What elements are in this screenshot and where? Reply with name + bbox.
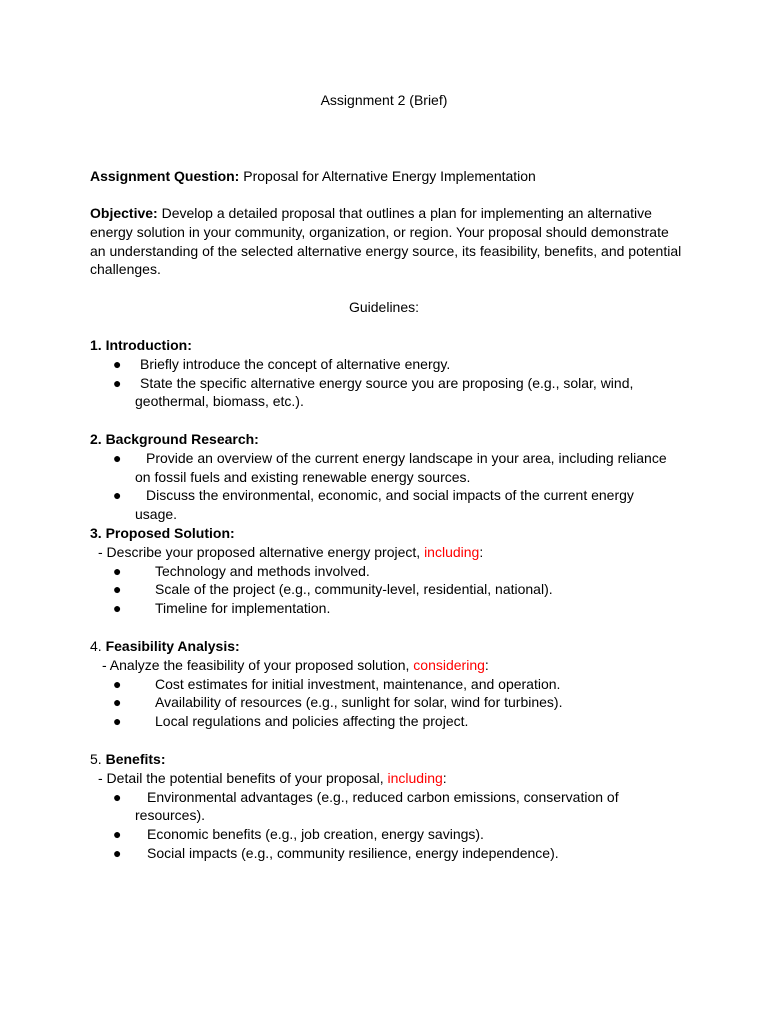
list-item-text: State the specific alternative energy source you are proposing (e.g., solar, wind, geothermal, biomass, etc.). <box>135 374 634 410</box>
section-heading <box>90 637 690 656</box>
objective-paragraph <box>90 204 685 279</box>
section-heading <box>90 750 690 769</box>
guidelines-heading: Guidelines: <box>348 299 420 315</box>
bullet-icon: ● <box>113 449 122 466</box>
document-title: Assignment 2 (Brief) <box>320 92 448 108</box>
list-item-text: Provide an overview of the current energy landscape in your area, including reliance on fossil fuels and existing renewable energy sources. <box>135 449 667 485</box>
bullet-icon: ● <box>113 675 122 692</box>
section-heading: 1. Introduction: <box>90 337 192 353</box>
lead-end: : <box>479 543 484 560</box>
section-lead <box>90 769 690 788</box>
list-item <box>90 825 675 844</box>
lead-highlight: including <box>387 769 443 786</box>
bullet-icon: ● <box>113 600 122 617</box>
bullet-icon: ● <box>113 788 122 805</box>
list-item <box>90 693 675 712</box>
bullet-icon: ● <box>113 355 122 372</box>
list-item-text: Technology and methods involved. <box>155 562 370 579</box>
question-text: Proposal for Alternative Energy Implementation <box>239 168 536 184</box>
bullet-list <box>90 562 690 618</box>
list-item-text: Scale of the project (e.g., community-level, residential, national). <box>155 581 553 598</box>
bullet-icon: ● <box>113 374 122 391</box>
list-item-text: Local regulations and policies affecting the project. <box>155 713 469 730</box>
section-background-research <box>90 430 690 524</box>
section-lead <box>90 656 690 675</box>
lead-end: : <box>484 656 489 673</box>
list-item-text: Timeline for implementation. <box>155 600 331 617</box>
bullet-icon: ● <box>113 562 122 579</box>
list-item <box>90 486 675 524</box>
section-heading-text: Feasibility Analysis: <box>105 638 240 654</box>
lead-end: : <box>442 769 447 786</box>
objective-label: Objective: <box>90 205 158 221</box>
section-feasibility-analysis <box>90 637 690 731</box>
list-item-text: Social impacts (e.g., community resilience, energy independence). <box>147 844 559 861</box>
section-introduction <box>90 336 690 411</box>
list-item <box>90 844 675 863</box>
bullet-icon: ● <box>113 581 122 598</box>
bullet-list <box>90 788 690 863</box>
lead-highlight: considering <box>413 656 485 673</box>
list-item-text: Availability of resources (e.g., sunlight for solar, wind for turbines). <box>155 694 563 711</box>
bullet-icon: ● <box>113 487 122 504</box>
assignment-question <box>90 167 690 186</box>
section-number: 4. <box>90 638 106 654</box>
list-item-text: Cost estimates for initial investment, maintenance, and operation. <box>155 675 561 692</box>
list-item-text: Environmental advantages (e.g., reduced carbon emissions, conservation of resources). <box>135 788 619 824</box>
list-item-text: Discuss the environmental, economic, and social impacts of the current energy usage. <box>135 487 634 523</box>
list-item <box>90 712 675 731</box>
question-label: Assignment Question: <box>90 168 240 184</box>
list-item <box>90 788 675 826</box>
section-heading: 2. Background Research: <box>90 431 259 447</box>
list-item <box>90 580 675 599</box>
bullet-list <box>90 355 690 411</box>
bullet-icon: ● <box>113 694 122 711</box>
section-lead <box>90 543 690 562</box>
bullet-list <box>90 675 690 731</box>
list-item-text: Briefly introduce the concept of alternative energy. <box>140 355 451 372</box>
lead-text: - Detail the potential benefits of your proposal, <box>98 769 388 786</box>
list-item <box>90 355 675 374</box>
bullet-icon: ● <box>113 713 122 730</box>
section-proposed-solution <box>90 524 690 618</box>
bullet-icon: ● <box>113 826 122 843</box>
list-item <box>90 449 675 487</box>
bullet-list <box>90 449 690 524</box>
list-item-text: Economic benefits (e.g., job creation, energy savings). <box>147 826 484 843</box>
section-benefits <box>90 750 690 863</box>
lead-text: - Describe your proposed alternative energy project, <box>98 543 425 560</box>
list-item <box>90 675 675 694</box>
list-item <box>90 374 675 412</box>
section-number: 5. <box>90 751 106 767</box>
list-item <box>90 562 675 581</box>
bullet-icon: ● <box>113 844 122 861</box>
section-heading-text: Benefits: <box>105 751 166 767</box>
lead-text: - Analyze the feasibility of your proposed solution, <box>102 656 414 673</box>
objective-text: Develop a detailed proposal that outlines a plan for implementing an alternative energy solution in your community, organization, or region. Your proposal should demonstrate an understanding of the selected alternative energy source, its feasibility, benefits, and potential challenges. <box>90 205 686 278</box>
list-item <box>90 599 675 618</box>
lead-highlight: including <box>424 543 480 560</box>
section-heading: 3. Proposed Solution: <box>90 525 235 541</box>
